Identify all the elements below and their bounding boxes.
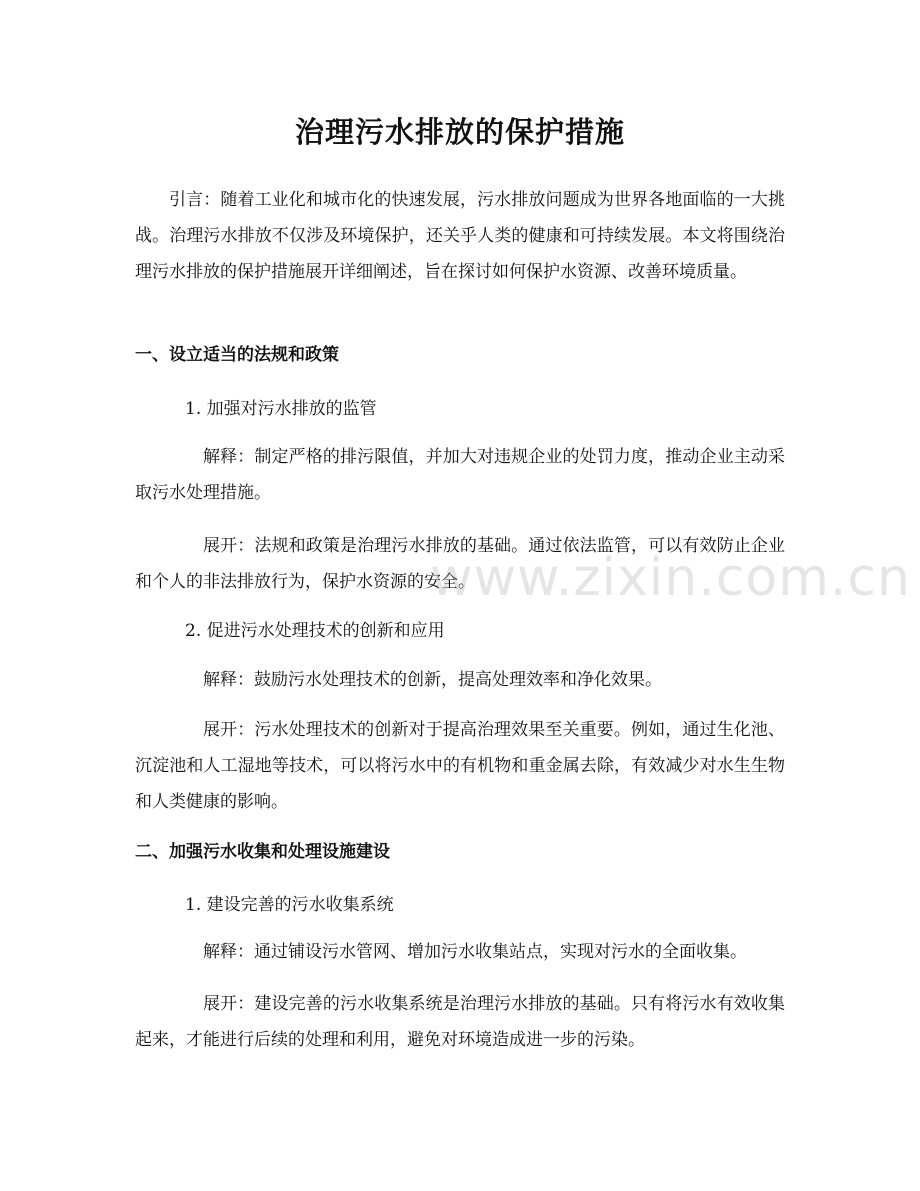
item-explain-1-2: 解释：鼓励污水处理技术的创新，提高处理效率和净化效果。 [203,670,662,690]
section-heading-2: 二、加强污水收集和处理设施建设 [135,842,390,862]
document-title: 治理污水排放的保护措施 [294,115,625,149]
watermark: www.zixin.com.cn [430,548,911,608]
item-title-1-2: 2. 促进污水处理技术的创新和应用 [185,621,445,641]
item-expand-1-2: 展开：污水处理技术的创新对于提高治理效果至关重要。例如，通过生化池、沉淀池和人工湿地等技术，可以将污水中的有机物和重金属去除，有效减少对水生生物和人类健康的影响。 [135,720,785,812]
item-explain-2-1: 解释：通过铺设污水管网、增加污水收集站点，实现对污水的全面收集。 [203,942,747,962]
item-expand-2-1: 展开：建设完善的污水收集系统是治理污水排放的基础。只有将污水有效收集起来，才能进行后续的处理和利用，避免对环境造成进一步的污染。 [135,994,785,1050]
item-explain-1-1: 解释：制定严格的排污限值，并加大对违规企业的处罚力度，推动企业主动采取污水处理措施。 [135,447,785,503]
intro-paragraph: 引言：随着工业化和城市化的快速发展，污水排放问题成为世界各地面临的一大挑战。治理污水排放不仅涉及环境保护，还关乎人类的健康和可持续发展。本文将围绕治理污水排放的保护措施展开详细阐述，旨在探讨如何保护水资源、改善环境质量。 [135,190,785,282]
item-expand-1-1: 展开：法规和政策是治理污水排放的基础。通过依法监管，可以有效防止企业和个人的非法排放行为，保护水资源的安全。 [135,536,785,592]
section-heading-1: 一、设立适当的法规和政策 [135,345,339,365]
item-title-2-1: 1. 建设完善的污水收集系统 [185,895,394,915]
item-title-1-1: 1. 加强对污水排放的监管 [185,399,377,419]
